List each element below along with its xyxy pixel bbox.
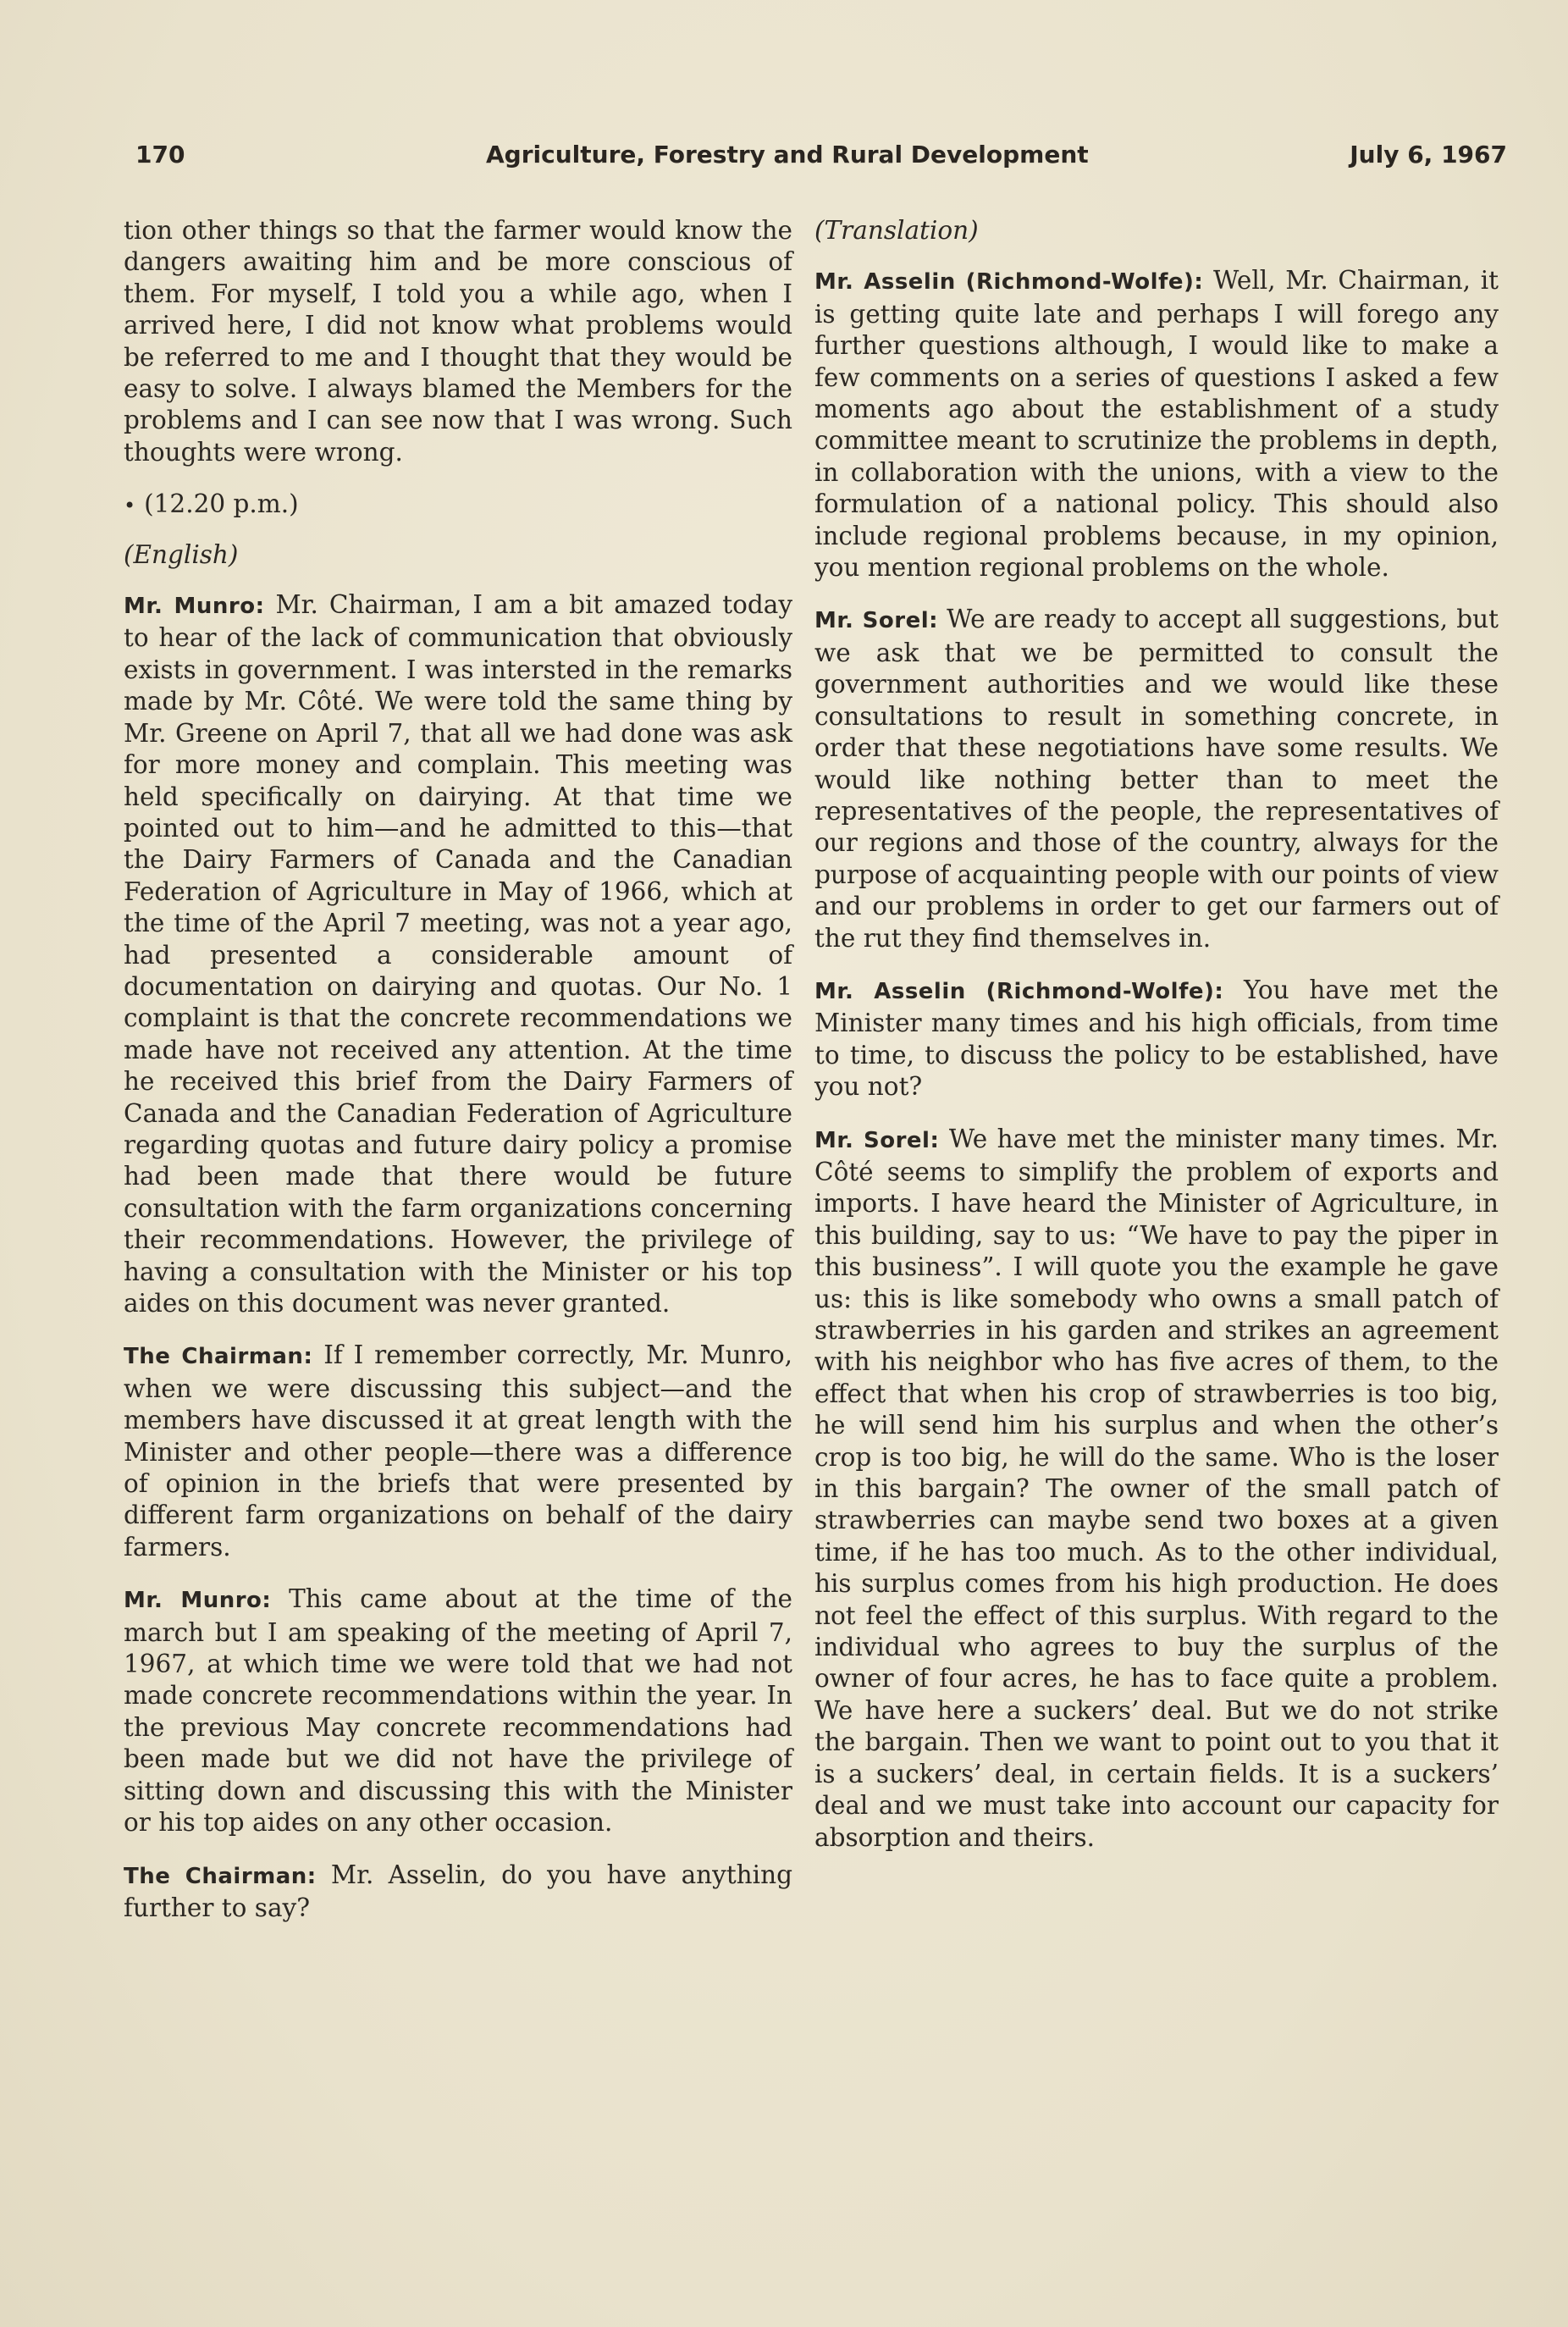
speaker-name: Mr. Sorel: xyxy=(814,608,939,634)
speaker-name: Mr. Munro: xyxy=(124,594,265,620)
bullet-icon: • xyxy=(124,494,136,518)
speech-paragraph xyxy=(814,604,1499,953)
publication-title: Agriculture, Forestry and Rural Development xyxy=(486,141,1089,169)
left-column xyxy=(124,215,792,1944)
speech-text: We have met the minister many times. Mr. Côté seems to simplify the problem of exports and imports. I have heard the Minister of Agriculture, in this building, say to us: “We have to pay the piper in this business”. I will quote you the example he gave us: this is like somebody who owns a small patch of strawberries in his garden and strikes an agreement with his neighbor who has five acres of them, to the effect that when his crop of strawberries is too big, he will send him his surplus and when the other’s crop is too big, he will do the same. Who is the loser in this bargain? The owner of the small patch of strawberries can maybe send two boxes at a given time, if he has too much. As to the other individual, his surplus comes from his high production. He does not feel the effect of this surplus. With regard to the individual who agrees to buy the surplus of the owner of four acres, he has to face quite a problem. We have here a suckers’ deal. But we do not strike the bargain. Then we want to point out to you that it is a suckers’ deal, in certain fields. It is a suckers’ deal and we must take into account our capacity for absorption and theirs. xyxy=(814,1124,1499,1852)
time-stamp xyxy=(124,489,792,522)
speech-text: Mr. Chairman, I am a bit amazed today to hear of the lack of communication that obviously exists in government. I was intersted in the remarks made by Mr. Côté. We were told the same thing by Mr. Greene on April 7, that all we had done was ask for more money and complain. This meeting was held specifically on dairying. At that time we pointed out to him—and he admitted to this—that the Dairy Farmers of Canada and the Canadian Federation of Agriculture in May of 1966, which at the time of the April 7 meeting, was not a year ago, had presented a considerable amount of documentation on dairying and quotas. Our No. 1 complaint is that the concrete recommendations we made have not received any attention. At the time he received this brief from the Dairy Farmers of Canada and the Canadian Federation of Agriculture regarding quotas and future dairy policy a promise had been made that there would be future consultation with the farm organizations concerning their recommendations. However, the privilege of having a consultation with the Minister or his top aides on this document was never granted. xyxy=(124,590,792,1318)
speech-paragraph xyxy=(124,1340,792,1563)
speech-paragraph xyxy=(124,589,792,1319)
speaker-name: The Chairman: xyxy=(124,1863,317,1889)
page-number: 170 xyxy=(135,141,185,169)
running-header xyxy=(135,141,1507,183)
speaker-name: Mr. Munro: xyxy=(124,1588,272,1614)
speech-text: We are ready to accept all suggestions, but we ask that we be permitted to consult the government authorities and we would like these consultations to result in something concrete, in order that these negotiations have some results. We would like nothing better than to meet the representatives of the people, the representatives of our regions and those of the country, always for the purpose of acquainting people with our points of view and our problems in order to get our farmers out of the rut they find themselves in. xyxy=(814,605,1499,953)
speech-text: If I remember correctly, Mr. Munro, when we were discussing this subject—and the members have discussed it at great length with the Minister and other people—there was a difference of opinion in the briefs that were presented by different farm organizations on behalf of the dairy farmers. xyxy=(124,1340,792,1561)
language-marker: (English) xyxy=(124,539,239,569)
speech-text: This came about at the time of the march but I am speaking of the meeting of April 7, 1967, at which time we were told that we had not made concrete recommendations within the year. In the previous May concrete recommendations had been made but we did not have the privilege of sitting down and discussing this with the Minister or his top aides on any other occasion. xyxy=(124,1584,792,1838)
speech-paragraph xyxy=(124,1860,792,1925)
header-date: July 6, 1967 xyxy=(1350,141,1507,169)
speech-text: You have met the Minister many times and his high officials, from time to time, to discuss the policy to be established, have you not? xyxy=(814,975,1499,1102)
speech-text: Well, Mr. Chairman, it is getting quite late and perhaps I will forego any further questions although, I would like to make a few comments on a series of questions I asked a few moments ago about the establishment of a study committee meant to scrutinize the problems in depth, in collaboration with the unions, with a view to the formulation of a national policy. This should also include regional problems because, in my opinion, you mention regional problems on the whole. xyxy=(814,266,1499,583)
speech-paragraph xyxy=(814,1124,1499,1854)
speaker-name: Mr. Asselin (Richmond-Wolfe): xyxy=(814,269,1204,296)
speech-paragraph xyxy=(814,975,1499,1103)
speech-paragraph xyxy=(124,1584,792,1838)
paragraph: tion other things so that the farmer would know the dangers awaiting him and be more conscious of them. For myself, I told you a while ago, when I arrived here, I did not know what problems would be referred to me and I thought that they would be easy to solve. I always blamed the Members for the problems and I can see now that I was wrong. Such thoughts were wrong. xyxy=(124,216,792,467)
speech-text: Mr. Asselin, do you have anything further to say? xyxy=(124,1860,792,1922)
time-text: (12.20 p.m.) xyxy=(144,489,299,519)
speaker-name: The Chairman: xyxy=(124,1344,313,1370)
speech-paragraph xyxy=(814,265,1499,583)
language-marker: (Translation) xyxy=(814,216,979,245)
speaker-name: Mr. Sorel: xyxy=(814,1127,940,1153)
speaker-name: Mr. Asselin (Richmond-Wolfe): xyxy=(814,978,1224,1004)
right-column xyxy=(814,215,1499,1874)
